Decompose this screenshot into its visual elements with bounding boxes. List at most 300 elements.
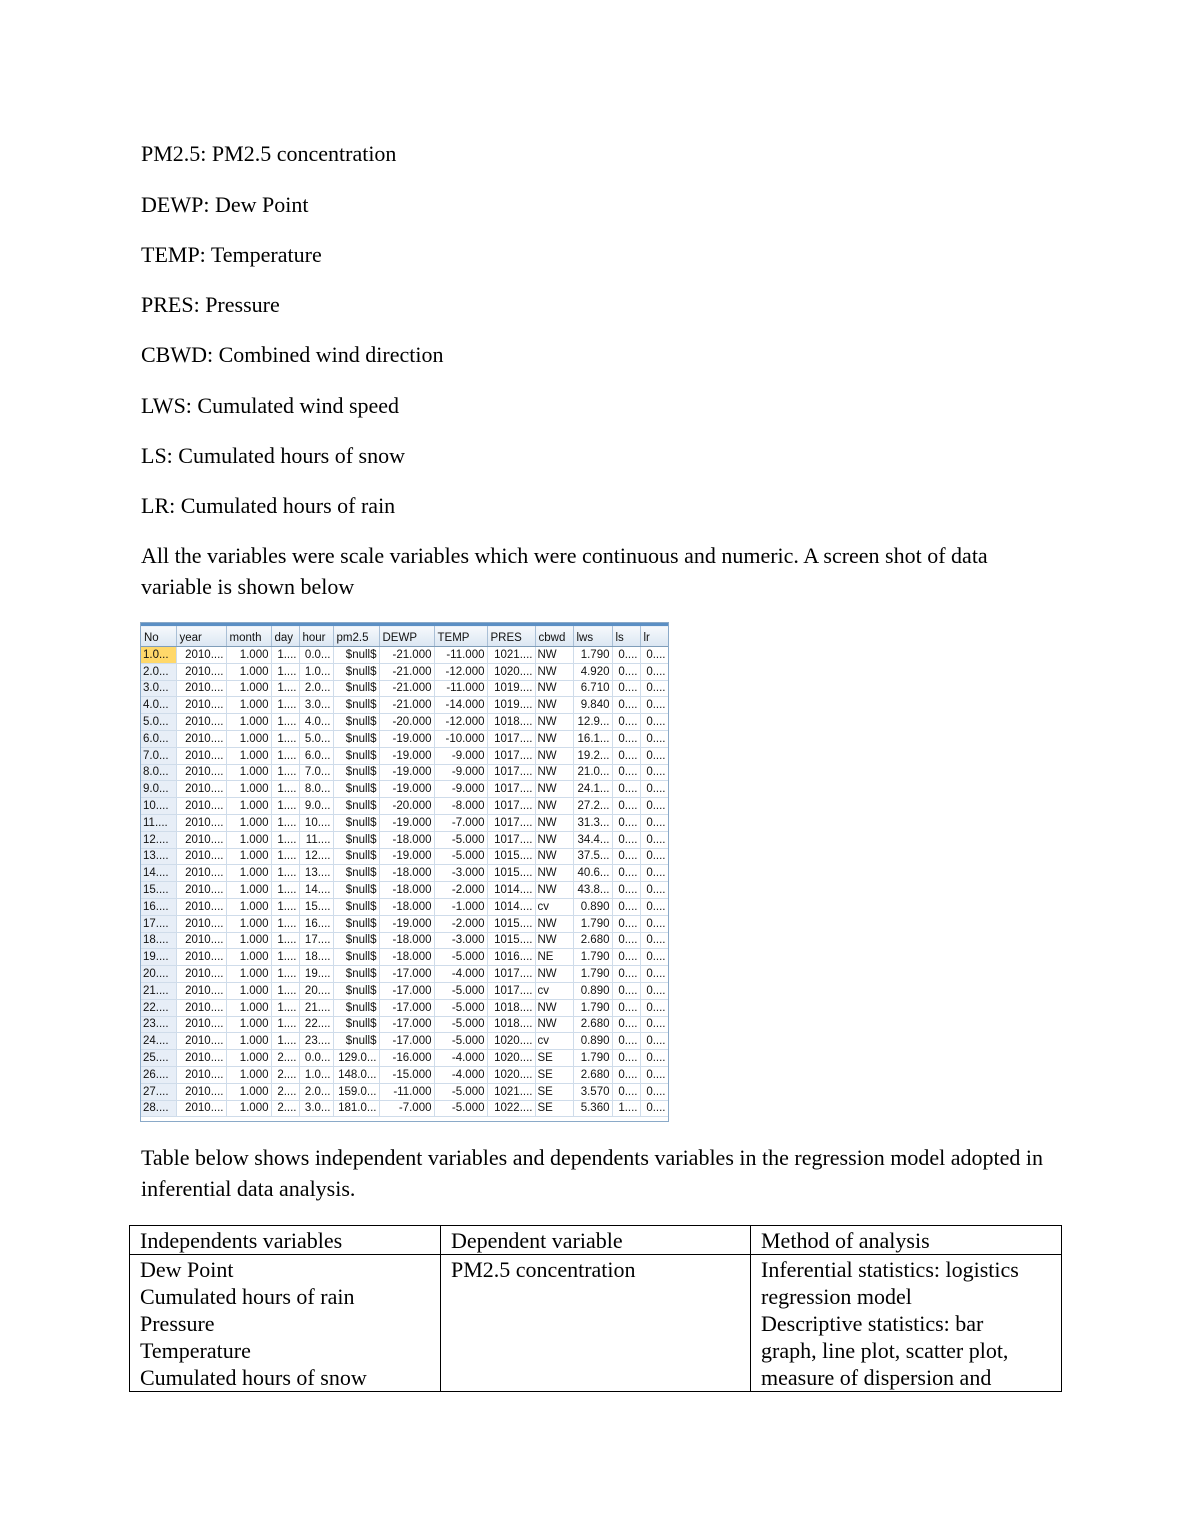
data-cell[interactable]: 1.790 bbox=[573, 949, 612, 966]
data-cell[interactable]: NW bbox=[535, 814, 573, 831]
data-cell[interactable]: 1.000 bbox=[226, 882, 271, 899]
data-cell[interactable]: -2.000 bbox=[434, 882, 487, 899]
data-cell[interactable]: 0.... bbox=[640, 966, 668, 983]
data-cell[interactable]: 1.000 bbox=[226, 966, 271, 983]
data-cell[interactable]: 2010.... bbox=[176, 1016, 226, 1033]
data-cell[interactable]: 1.... bbox=[271, 831, 299, 848]
data-cell[interactable]: cv bbox=[535, 898, 573, 915]
data-cell[interactable]: $null$ bbox=[333, 982, 379, 999]
data-cell[interactable]: 1021.... bbox=[487, 647, 535, 664]
data-cell[interactable]: 0.... bbox=[612, 781, 640, 798]
data-cell[interactable]: 2010.... bbox=[176, 764, 226, 781]
row-number-cell[interactable]: 23.... bbox=[141, 1016, 176, 1033]
data-cell[interactable]: $null$ bbox=[333, 714, 379, 731]
data-cell[interactable]: -20.000 bbox=[379, 714, 434, 731]
data-cell[interactable]: 4.0... bbox=[299, 714, 333, 731]
data-cell[interactable]: -20.000 bbox=[379, 798, 434, 815]
data-cell[interactable]: 2010.... bbox=[176, 814, 226, 831]
data-cell[interactable]: cv bbox=[535, 982, 573, 999]
data-cell[interactable]: 1.000 bbox=[226, 1033, 271, 1050]
data-cell[interactable]: 1014.... bbox=[487, 882, 535, 899]
data-cell[interactable]: 14.... bbox=[299, 882, 333, 899]
data-cell[interactable]: 0.... bbox=[640, 680, 668, 697]
data-cell[interactable]: -5.000 bbox=[434, 1033, 487, 1050]
data-cell[interactable]: 1020.... bbox=[487, 1066, 535, 1083]
data-cell[interactable]: 1.000 bbox=[226, 814, 271, 831]
data-cell[interactable]: 2.0... bbox=[299, 680, 333, 697]
data-cell[interactable]: -21.000 bbox=[379, 663, 434, 680]
row-number-cell[interactable]: 25.... bbox=[141, 1050, 176, 1067]
data-cell[interactable]: 12.... bbox=[299, 848, 333, 865]
data-cell[interactable]: 1.790 bbox=[573, 999, 612, 1016]
data-cell[interactable]: 1019.... bbox=[487, 680, 535, 697]
data-cell[interactable]: NW bbox=[535, 966, 573, 983]
data-cell[interactable]: 0.... bbox=[640, 848, 668, 865]
data-cell[interactable]: NW bbox=[535, 848, 573, 865]
data-cell[interactable]: 1.... bbox=[271, 1016, 299, 1033]
data-cell[interactable]: 3.570 bbox=[573, 1083, 612, 1100]
data-cell[interactable]: -7.000 bbox=[434, 814, 487, 831]
data-cell[interactable]: NW bbox=[535, 1016, 573, 1033]
data-cell[interactable]: -5.000 bbox=[434, 1016, 487, 1033]
data-cell[interactable]: 0.... bbox=[640, 663, 668, 680]
data-cell[interactable]: 0.... bbox=[640, 1066, 668, 1083]
data-cell[interactable]: 1.... bbox=[271, 882, 299, 899]
data-cell[interactable]: 2010.... bbox=[176, 647, 226, 664]
data-cell[interactable]: 31.3... bbox=[573, 814, 612, 831]
data-cell[interactable]: -15.000 bbox=[379, 1066, 434, 1083]
data-cell[interactable]: 0.... bbox=[640, 747, 668, 764]
data-cell[interactable]: $null$ bbox=[333, 882, 379, 899]
data-cell[interactable]: 1.... bbox=[271, 848, 299, 865]
data-cell[interactable]: 1.000 bbox=[226, 730, 271, 747]
data-cell[interactable]: 0.... bbox=[612, 747, 640, 764]
data-cell[interactable]: 1.000 bbox=[226, 1016, 271, 1033]
data-cell[interactable]: -19.000 bbox=[379, 730, 434, 747]
data-cell[interactable]: 1.000 bbox=[226, 915, 271, 932]
data-cell[interactable]: 0.... bbox=[612, 898, 640, 915]
data-cell[interactable]: 0.... bbox=[612, 1016, 640, 1033]
data-cell[interactable]: -11.000 bbox=[434, 647, 487, 664]
data-cell[interactable]: 1015.... bbox=[487, 865, 535, 882]
data-cell[interactable]: 0.... bbox=[612, 932, 640, 949]
data-cell[interactable]: 0.... bbox=[612, 831, 640, 848]
data-cell[interactable]: 1020.... bbox=[487, 1033, 535, 1050]
column-header[interactable]: pm2.5 bbox=[333, 625, 379, 647]
data-cell[interactable]: -19.000 bbox=[379, 747, 434, 764]
data-cell[interactable]: 0.... bbox=[640, 798, 668, 815]
data-cell[interactable]: 1017.... bbox=[487, 781, 535, 798]
data-cell[interactable]: $null$ bbox=[333, 932, 379, 949]
data-cell[interactable]: 1.000 bbox=[226, 1050, 271, 1067]
row-number-cell[interactable]: 1.0... bbox=[141, 647, 176, 664]
data-cell[interactable]: 15.... bbox=[299, 898, 333, 915]
data-cell[interactable]: 1020.... bbox=[487, 1050, 535, 1067]
row-number-cell[interactable]: 7.0... bbox=[141, 747, 176, 764]
data-cell[interactable]: 148.0... bbox=[333, 1066, 379, 1083]
data-cell[interactable]: $null$ bbox=[333, 999, 379, 1016]
data-cell[interactable]: -7.000 bbox=[379, 1100, 434, 1117]
data-cell[interactable]: 0.... bbox=[612, 647, 640, 664]
data-cell[interactable]: -5.000 bbox=[434, 1083, 487, 1100]
data-cell[interactable]: $null$ bbox=[333, 697, 379, 714]
data-cell[interactable]: 1.000 bbox=[226, 898, 271, 915]
column-header[interactable]: No bbox=[141, 625, 176, 647]
data-cell[interactable]: -9.000 bbox=[434, 781, 487, 798]
data-cell[interactable]: $null$ bbox=[333, 798, 379, 815]
data-cell[interactable]: 27.2... bbox=[573, 798, 612, 815]
data-cell[interactable]: 1.... bbox=[271, 865, 299, 882]
row-number-cell[interactable]: 3.0... bbox=[141, 680, 176, 697]
data-cell[interactable]: NW bbox=[535, 747, 573, 764]
data-cell[interactable]: 0.... bbox=[640, 764, 668, 781]
data-cell[interactable]: $null$ bbox=[333, 966, 379, 983]
data-cell[interactable]: 1017.... bbox=[487, 730, 535, 747]
data-cell[interactable]: -18.000 bbox=[379, 932, 434, 949]
data-cell[interactable]: 1.790 bbox=[573, 966, 612, 983]
data-cell[interactable]: 1018.... bbox=[487, 714, 535, 731]
data-cell[interactable]: 1017.... bbox=[487, 966, 535, 983]
row-number-cell[interactable]: 5.0... bbox=[141, 714, 176, 731]
row-number-cell[interactable]: 19.... bbox=[141, 949, 176, 966]
data-cell[interactable]: NW bbox=[535, 764, 573, 781]
data-cell[interactable]: 1.... bbox=[271, 781, 299, 798]
data-cell[interactable]: 3.0... bbox=[299, 1100, 333, 1117]
data-cell[interactable]: $null$ bbox=[333, 915, 379, 932]
data-cell[interactable]: -3.000 bbox=[434, 865, 487, 882]
data-cell[interactable]: SE bbox=[535, 1100, 573, 1117]
data-cell[interactable]: 4.920 bbox=[573, 663, 612, 680]
data-cell[interactable]: 1.0... bbox=[299, 1066, 333, 1083]
data-cell[interactable]: 20.... bbox=[299, 982, 333, 999]
data-cell[interactable]: 1014.... bbox=[487, 898, 535, 915]
row-number-cell[interactable]: 12.... bbox=[141, 831, 176, 848]
data-cell[interactable]: 0.... bbox=[640, 781, 668, 798]
row-number-cell[interactable]: 8.0... bbox=[141, 764, 176, 781]
data-cell[interactable]: -9.000 bbox=[434, 764, 487, 781]
data-cell[interactable]: SE bbox=[535, 1066, 573, 1083]
data-cell[interactable]: 0.0... bbox=[299, 647, 333, 664]
data-cell[interactable]: NW bbox=[535, 882, 573, 899]
row-number-cell[interactable]: 17.... bbox=[141, 915, 176, 932]
data-cell[interactable]: 1.790 bbox=[573, 915, 612, 932]
data-cell[interactable]: NW bbox=[535, 932, 573, 949]
data-cell[interactable]: 1.... bbox=[271, 714, 299, 731]
data-cell[interactable]: 1.... bbox=[271, 798, 299, 815]
data-cell[interactable]: 21.0... bbox=[573, 764, 612, 781]
row-number-cell[interactable]: 24.... bbox=[141, 1033, 176, 1050]
data-cell[interactable]: $null$ bbox=[333, 949, 379, 966]
data-cell[interactable]: 129.0... bbox=[333, 1050, 379, 1067]
data-cell[interactable]: $null$ bbox=[333, 663, 379, 680]
row-number-cell[interactable]: 9.0... bbox=[141, 781, 176, 798]
data-cell[interactable]: 2010.... bbox=[176, 966, 226, 983]
data-cell[interactable]: 1.... bbox=[271, 764, 299, 781]
data-cell[interactable]: 1019.... bbox=[487, 697, 535, 714]
data-cell[interactable]: 43.8... bbox=[573, 882, 612, 899]
data-cell[interactable]: 1022.... bbox=[487, 1100, 535, 1117]
data-cell[interactable]: 2.... bbox=[271, 1050, 299, 1067]
data-cell[interactable]: 1021.... bbox=[487, 1083, 535, 1100]
data-cell[interactable]: 0.... bbox=[640, 1100, 668, 1117]
data-cell[interactable]: 1.... bbox=[271, 680, 299, 697]
data-cell[interactable]: -19.000 bbox=[379, 764, 434, 781]
data-cell[interactable]: 0.... bbox=[640, 865, 668, 882]
data-cell[interactable]: -5.000 bbox=[434, 982, 487, 999]
data-cell[interactable]: $null$ bbox=[333, 898, 379, 915]
data-cell[interactable]: 159.0... bbox=[333, 1083, 379, 1100]
data-cell[interactable]: NE bbox=[535, 949, 573, 966]
data-cell[interactable]: 2010.... bbox=[176, 697, 226, 714]
data-cell[interactable]: 0.... bbox=[612, 680, 640, 697]
data-cell[interactable]: 1.... bbox=[271, 814, 299, 831]
data-cell[interactable]: 0.... bbox=[640, 882, 668, 899]
data-cell[interactable]: 2010.... bbox=[176, 798, 226, 815]
data-cell[interactable]: 0.... bbox=[640, 831, 668, 848]
data-cell[interactable]: 1.000 bbox=[226, 747, 271, 764]
data-cell[interactable]: -5.000 bbox=[434, 999, 487, 1016]
data-cell[interactable]: -18.000 bbox=[379, 831, 434, 848]
column-header[interactable]: ls bbox=[612, 625, 640, 647]
data-cell[interactable]: -21.000 bbox=[379, 647, 434, 664]
data-cell[interactable]: 1.000 bbox=[226, 999, 271, 1016]
data-cell[interactable]: 1.790 bbox=[573, 647, 612, 664]
data-cell[interactable]: 0.... bbox=[612, 1066, 640, 1083]
data-cell[interactable]: $null$ bbox=[333, 730, 379, 747]
data-cell[interactable]: 12.9... bbox=[573, 714, 612, 731]
data-cell[interactable]: NW bbox=[535, 697, 573, 714]
data-cell[interactable]: 10.... bbox=[299, 814, 333, 831]
data-cell[interactable]: 18.... bbox=[299, 949, 333, 966]
data-cell[interactable]: 0.... bbox=[640, 1083, 668, 1100]
data-cell[interactable]: 1.... bbox=[271, 663, 299, 680]
data-cell[interactable]: 2010.... bbox=[176, 1050, 226, 1067]
data-cell[interactable]: 0.... bbox=[612, 814, 640, 831]
column-header[interactable]: lr bbox=[640, 625, 668, 647]
data-cell[interactable]: 24.1... bbox=[573, 781, 612, 798]
data-cell[interactable]: 1.000 bbox=[226, 781, 271, 798]
data-cell[interactable]: 0.... bbox=[612, 949, 640, 966]
column-header[interactable]: PRES bbox=[487, 625, 535, 647]
data-cell[interactable]: -21.000 bbox=[379, 697, 434, 714]
data-cell[interactable]: cv bbox=[535, 1033, 573, 1050]
data-cell[interactable]: -8.000 bbox=[434, 798, 487, 815]
data-cell[interactable]: 1017.... bbox=[487, 798, 535, 815]
data-cell[interactable]: 34.4... bbox=[573, 831, 612, 848]
data-cell[interactable]: NW bbox=[535, 865, 573, 882]
data-cell[interactable]: 2010.... bbox=[176, 680, 226, 697]
data-cell[interactable]: -4.000 bbox=[434, 966, 487, 983]
data-cell[interactable]: $null$ bbox=[333, 680, 379, 697]
data-cell[interactable]: 2.... bbox=[271, 1100, 299, 1117]
data-cell[interactable]: 23.... bbox=[299, 1033, 333, 1050]
data-cell[interactable]: 0.890 bbox=[573, 898, 612, 915]
data-cell[interactable]: SE bbox=[535, 1083, 573, 1100]
data-cell[interactable]: 19.... bbox=[299, 966, 333, 983]
data-cell[interactable]: 1.... bbox=[271, 932, 299, 949]
data-cell[interactable]: 5.0... bbox=[299, 730, 333, 747]
data-cell[interactable]: -2.000 bbox=[434, 915, 487, 932]
data-cell[interactable]: 1018.... bbox=[487, 999, 535, 1016]
row-number-cell[interactable]: 15.... bbox=[141, 882, 176, 899]
data-cell[interactable]: 0.... bbox=[612, 1050, 640, 1067]
data-cell[interactable]: 1.000 bbox=[226, 1100, 271, 1117]
data-cell[interactable]: -19.000 bbox=[379, 848, 434, 865]
data-cell[interactable]: -12.000 bbox=[434, 663, 487, 680]
data-cell[interactable]: 2010.... bbox=[176, 730, 226, 747]
data-cell[interactable]: 2.680 bbox=[573, 932, 612, 949]
data-cell[interactable]: NW bbox=[535, 798, 573, 815]
row-number-cell[interactable]: 13.... bbox=[141, 848, 176, 865]
data-cell[interactable]: 2010.... bbox=[176, 898, 226, 915]
data-cell[interactable]: 1.790 bbox=[573, 1050, 612, 1067]
column-header[interactable]: DEWP bbox=[379, 625, 434, 647]
data-cell[interactable]: 1.000 bbox=[226, 1083, 271, 1100]
data-cell[interactable]: 0.... bbox=[612, 1033, 640, 1050]
data-cell[interactable]: $null$ bbox=[333, 764, 379, 781]
data-cell[interactable]: 1.... bbox=[271, 747, 299, 764]
data-cell[interactable]: SE bbox=[535, 1050, 573, 1067]
data-cell[interactable]: 0.... bbox=[612, 764, 640, 781]
data-cell[interactable]: 1.0... bbox=[299, 663, 333, 680]
data-cell[interactable]: 1.000 bbox=[226, 680, 271, 697]
data-cell[interactable]: 0.... bbox=[612, 1083, 640, 1100]
data-cell[interactable]: NW bbox=[535, 647, 573, 664]
data-cell[interactable]: 2010.... bbox=[176, 848, 226, 865]
data-cell[interactable]: 1.000 bbox=[226, 982, 271, 999]
data-cell[interactable]: 1017.... bbox=[487, 814, 535, 831]
data-cell[interactable]: 181.0... bbox=[333, 1100, 379, 1117]
row-number-cell[interactable]: 16.... bbox=[141, 898, 176, 915]
data-cell[interactable]: -5.000 bbox=[434, 831, 487, 848]
data-cell[interactable]: -19.000 bbox=[379, 781, 434, 798]
data-cell[interactable]: 2010.... bbox=[176, 915, 226, 932]
data-cell[interactable]: 1.000 bbox=[226, 932, 271, 949]
data-cell[interactable]: 1.... bbox=[271, 999, 299, 1016]
data-cell[interactable]: NW bbox=[535, 999, 573, 1016]
data-cell[interactable]: 1016.... bbox=[487, 949, 535, 966]
data-cell[interactable]: NW bbox=[535, 680, 573, 697]
data-cell[interactable]: 0.... bbox=[612, 697, 640, 714]
data-cell[interactable]: -4.000 bbox=[434, 1050, 487, 1067]
column-header[interactable]: lws bbox=[573, 625, 612, 647]
row-number-cell[interactable]: 20.... bbox=[141, 966, 176, 983]
data-cell[interactable]: 13.... bbox=[299, 865, 333, 882]
data-cell[interactable]: 1018.... bbox=[487, 1016, 535, 1033]
data-cell[interactable]: $null$ bbox=[333, 647, 379, 664]
data-cell[interactable]: 0.... bbox=[640, 982, 668, 999]
data-cell[interactable]: 1.... bbox=[271, 966, 299, 983]
data-cell[interactable]: 0.... bbox=[640, 1033, 668, 1050]
data-cell[interactable]: 1.000 bbox=[226, 714, 271, 731]
data-cell[interactable]: 0.... bbox=[612, 999, 640, 1016]
data-cell[interactable]: 1.000 bbox=[226, 647, 271, 664]
data-cell[interactable]: 0.... bbox=[640, 647, 668, 664]
data-cell[interactable]: $null$ bbox=[333, 848, 379, 865]
data-cell[interactable]: 0.... bbox=[612, 882, 640, 899]
data-cell[interactable]: 17.... bbox=[299, 932, 333, 949]
row-number-cell[interactable]: 27.... bbox=[141, 1083, 176, 1100]
data-cell[interactable]: 1.... bbox=[271, 982, 299, 999]
data-cell[interactable]: 6.710 bbox=[573, 680, 612, 697]
data-cell[interactable]: $null$ bbox=[333, 747, 379, 764]
data-cell[interactable]: $null$ bbox=[333, 865, 379, 882]
data-cell[interactable]: 0.... bbox=[640, 1050, 668, 1067]
data-cell[interactable]: -3.000 bbox=[434, 932, 487, 949]
data-cell[interactable]: -18.000 bbox=[379, 865, 434, 882]
data-cell[interactable]: 0.... bbox=[640, 814, 668, 831]
data-cell[interactable]: -21.000 bbox=[379, 680, 434, 697]
data-cell[interactable]: 1017.... bbox=[487, 831, 535, 848]
row-number-cell[interactable]: 2.0... bbox=[141, 663, 176, 680]
data-cell[interactable]: -5.000 bbox=[434, 848, 487, 865]
data-cell[interactable]: 0.... bbox=[612, 915, 640, 932]
data-cell[interactable]: 1.000 bbox=[226, 798, 271, 815]
data-cell[interactable]: -17.000 bbox=[379, 966, 434, 983]
data-cell[interactable]: 2010.... bbox=[176, 982, 226, 999]
data-cell[interactable]: 1.... bbox=[271, 647, 299, 664]
data-cell[interactable]: $null$ bbox=[333, 781, 379, 798]
data-cell[interactable]: 0.... bbox=[640, 730, 668, 747]
data-cell[interactable]: 0.... bbox=[640, 999, 668, 1016]
data-cell[interactable]: 6.0... bbox=[299, 747, 333, 764]
data-cell[interactable]: 1.... bbox=[612, 1100, 640, 1117]
data-cell[interactable]: -11.000 bbox=[434, 680, 487, 697]
data-cell[interactable]: $null$ bbox=[333, 831, 379, 848]
data-cell[interactable]: 8.0... bbox=[299, 781, 333, 798]
data-cell[interactable]: 0.... bbox=[612, 982, 640, 999]
data-cell[interactable]: 0.... bbox=[612, 865, 640, 882]
data-cell[interactable]: -4.000 bbox=[434, 1066, 487, 1083]
row-number-cell[interactable]: 22.... bbox=[141, 999, 176, 1016]
data-cell[interactable]: 0.... bbox=[612, 966, 640, 983]
data-cell[interactable]: 2.... bbox=[271, 1066, 299, 1083]
data-cell[interactable]: 1015.... bbox=[487, 915, 535, 932]
data-cell[interactable]: 1017.... bbox=[487, 764, 535, 781]
data-cell[interactable]: 2010.... bbox=[176, 882, 226, 899]
row-number-cell[interactable]: 21.... bbox=[141, 982, 176, 999]
data-cell[interactable]: 0.... bbox=[612, 848, 640, 865]
data-cell[interactable]: 1.000 bbox=[226, 1066, 271, 1083]
data-cell[interactable]: 0.... bbox=[612, 798, 640, 815]
column-header[interactable]: cbwd bbox=[535, 625, 573, 647]
data-cell[interactable]: 0.... bbox=[640, 932, 668, 949]
row-number-cell[interactable]: 28.... bbox=[141, 1100, 176, 1117]
data-cell[interactable]: 1.... bbox=[271, 915, 299, 932]
data-cell[interactable]: 2010.... bbox=[176, 714, 226, 731]
data-cell[interactable]: 22.... bbox=[299, 1016, 333, 1033]
data-cell[interactable]: -18.000 bbox=[379, 898, 434, 915]
data-cell[interactable]: NW bbox=[535, 915, 573, 932]
data-cell[interactable]: 2010.... bbox=[176, 999, 226, 1016]
data-cell[interactable]: -17.000 bbox=[379, 1016, 434, 1033]
column-header[interactable]: TEMP bbox=[434, 625, 487, 647]
data-cell[interactable]: 0.0... bbox=[299, 1050, 333, 1067]
data-cell[interactable]: 2010.... bbox=[176, 932, 226, 949]
data-cell[interactable]: 1.000 bbox=[226, 697, 271, 714]
data-cell[interactable]: 2.680 bbox=[573, 1016, 612, 1033]
column-header[interactable]: year bbox=[176, 625, 226, 647]
data-cell[interactable]: -18.000 bbox=[379, 882, 434, 899]
data-cell[interactable]: -5.000 bbox=[434, 1100, 487, 1117]
data-cell[interactable]: 7.0... bbox=[299, 764, 333, 781]
row-number-cell[interactable]: 14.... bbox=[141, 865, 176, 882]
row-number-cell[interactable]: 26.... bbox=[141, 1066, 176, 1083]
data-cell[interactable]: 5.360 bbox=[573, 1100, 612, 1117]
data-cell[interactable]: 2.0... bbox=[299, 1083, 333, 1100]
column-header[interactable]: hour bbox=[299, 625, 333, 647]
data-cell[interactable]: 0.... bbox=[640, 714, 668, 731]
